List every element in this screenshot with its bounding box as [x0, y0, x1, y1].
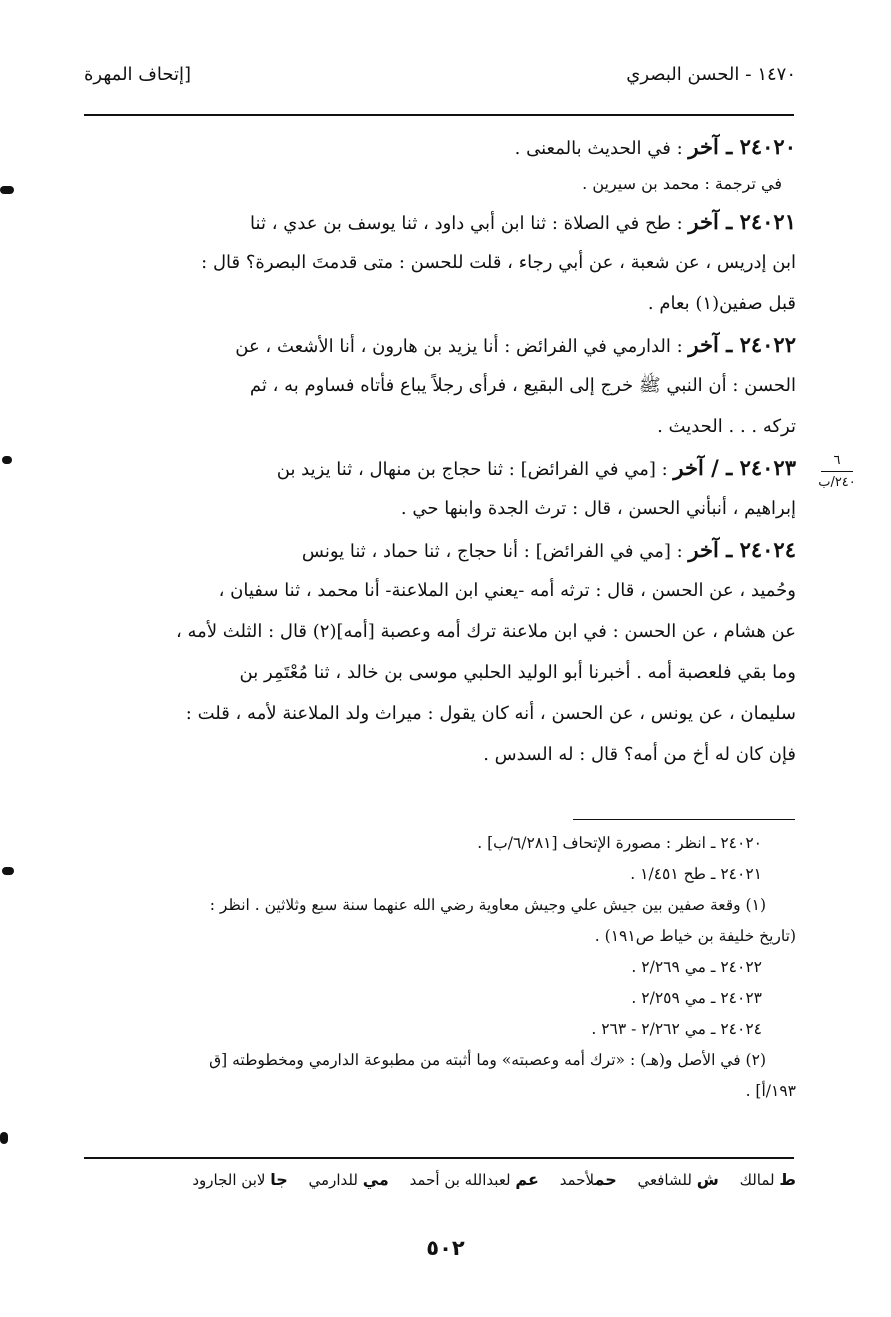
- scan-mark: [0, 1132, 8, 1144]
- running-header-section: ١٤٧٠ - الحسن البصري: [626, 64, 796, 85]
- footnote-line: ١٩٣/أ] .: [745, 1082, 796, 1100]
- body-line: ٢٤٠٢٣ ـ / آخر : [مي في الفرائض] : ثنا حجاج بن منهال ، ثنا يزيد بن: [276, 455, 796, 480]
- footnote-divider: [573, 819, 795, 820]
- legend-item: [560, 1171, 617, 1189]
- scan-mark: [0, 186, 14, 194]
- entry-number: ٢٤٠٢٢ ـ آخر: [688, 332, 796, 357]
- scan-mark: [2, 456, 12, 464]
- footnote-line: ٢٤٠٢٣ ـ مي ٢/٢٥٩ .: [631, 989, 762, 1007]
- legend-item: [410, 1171, 539, 1189]
- scan-mark: [2, 867, 14, 875]
- body-line: وحُميد ، عن الحسن ، قال : ترثه أمه -يعني ابن الملاعنة- أنا محمد ، ثنا سفيان ،: [218, 580, 796, 601]
- body-line: ٢٤٠٢٠ ـ آخر : في الحديث بالمعنى .: [514, 134, 796, 159]
- legend-item: [309, 1171, 389, 1189]
- running-header-book-title: [إتحاف المهرة: [84, 64, 192, 85]
- abbreviation-legend: [86, 1170, 796, 1189]
- body-line: ٢٤٠٢١ ـ آخر : طح في الصلاة : ثنا ابن أبي داود ، ثنا يوسف بن عدي ، ثنا: [250, 209, 796, 234]
- footnote-line: ٢٤٠٢٢ ـ مي ٢/٢٦٩ .: [631, 958, 762, 976]
- header-rule: [84, 114, 794, 116]
- legend-code: ش: [696, 1170, 719, 1189]
- margin-ref-folio: ٢٤٠/ب: [818, 475, 856, 490]
- legend-item: [740, 1171, 796, 1189]
- body-line: ٢٤٠٢٤ ـ آخر : [مي في الفرائض] : أنا حجاج ، ثنا حماد ، ثنا يونس: [301, 537, 796, 562]
- footnote-line: ٢٤٠٢٤ ـ مي ٢/٢٦٢ - ٢٦٣ .: [591, 1020, 762, 1038]
- margin-ref-volume: ٦: [833, 453, 841, 468]
- body-line: ابن إدريس ، عن شعبة ، عن أبي رجاء ، قلت للحسن : متى قدمتَ البصرة؟ قال :: [201, 252, 796, 273]
- legend-rule: [84, 1157, 794, 1159]
- legend-code: عم: [515, 1170, 539, 1189]
- footnote-line: (٢) في الأصل و(هـ) : «ترك أمه وعصبته» وما أثبته من مطبوعة الدارمي ومخطوطته [ق: [209, 1051, 766, 1069]
- body-line: قبل صفين(١) بعام .: [647, 293, 796, 314]
- legend-code: جا: [270, 1170, 288, 1189]
- footnote-line: ٢٤٠٢٠ ـ انظر : مصورة الإتحاف [٦/٢٨١/ب] .: [477, 834, 762, 852]
- body-line: تركه . . . الحديث .: [657, 416, 796, 437]
- legend-text: للدارمي: [308, 1171, 358, 1189]
- footnotes: [86, 828, 796, 1107]
- legend-item: [638, 1171, 719, 1189]
- body-line: ٢٤٠٢٢ ـ آخر : الدارمي في الفرائض : أنا يزيد بن هارون ، أنا الأشعث ، عن: [235, 332, 796, 357]
- footnote-line: ٢٤٠٢١ ـ طح ١/٤٥١ .: [630, 865, 762, 883]
- legend-code: مي: [362, 1170, 389, 1189]
- body-line: فإن كان له أخ من أمه؟ قال : له السدس .: [483, 744, 796, 765]
- body-line: عن هشام ، عن الحسن : في ابن ملاعنة ترك أمه وعصبة [أمه](٢) قال : الثلث لأمه ،: [176, 621, 796, 642]
- legend-code: حم: [594, 1170, 617, 1189]
- body-line: إبراهيم ، أنبأني الحسن ، قال : ترث الجدة وابنها حي .: [400, 498, 796, 519]
- hadith-body: [86, 126, 796, 775]
- legend-item: [192, 1171, 287, 1189]
- legend-text: لعبدالله بن أحمد: [409, 1171, 511, 1189]
- margin-manuscript-ref: [811, 453, 863, 492]
- page-number: ٥٠٢: [426, 1236, 465, 1260]
- legend-text: للشافعي: [637, 1171, 692, 1189]
- body-line: في ترجمة : محمد بن سيرين .: [582, 174, 782, 193]
- body-line: سليمان ، عن يونس ، عن الحسن ، أنه كان يقول : ميراث ولد الملاعنة لأمه ، قلت :: [185, 703, 796, 724]
- entry-number: ٢٤٠٢٤ ـ آخر: [688, 537, 796, 562]
- footnote-line: (تاريخ خليفة بن خياط ص١٩١) .: [594, 927, 796, 945]
- entry-number: ٢٤٠٢٠ ـ آخر: [688, 134, 796, 159]
- legend-code: ط: [779, 1170, 796, 1189]
- legend-text: لأحمد: [559, 1171, 595, 1189]
- footnote-line: (١) وقعة صفين بين جيش علي وجيش معاوية رضي الله عنهما سنة سبع وثلاثين . انظر :: [209, 896, 766, 914]
- body-line: وما بقي فلعصبة أمه . أخبرنا أبو الوليد الحلبي موسى بن خالد ، ثنا مُعْتَمِر بن: [239, 662, 796, 683]
- entry-number: ٢٤٠٢٣ ـ / آخر: [673, 455, 796, 480]
- legend-text: لمالك: [739, 1171, 775, 1189]
- entry-number: ٢٤٠٢١ ـ آخر: [688, 209, 796, 234]
- body-line: الحسن : أن النبي ﷺ خرج إلى البقيع ، فرأى رجلاً يباع فأتاه فساوم به ، ثم: [249, 375, 796, 396]
- legend-text: لابن الجارود: [192, 1171, 266, 1189]
- margin-ref-divider: [821, 471, 853, 472]
